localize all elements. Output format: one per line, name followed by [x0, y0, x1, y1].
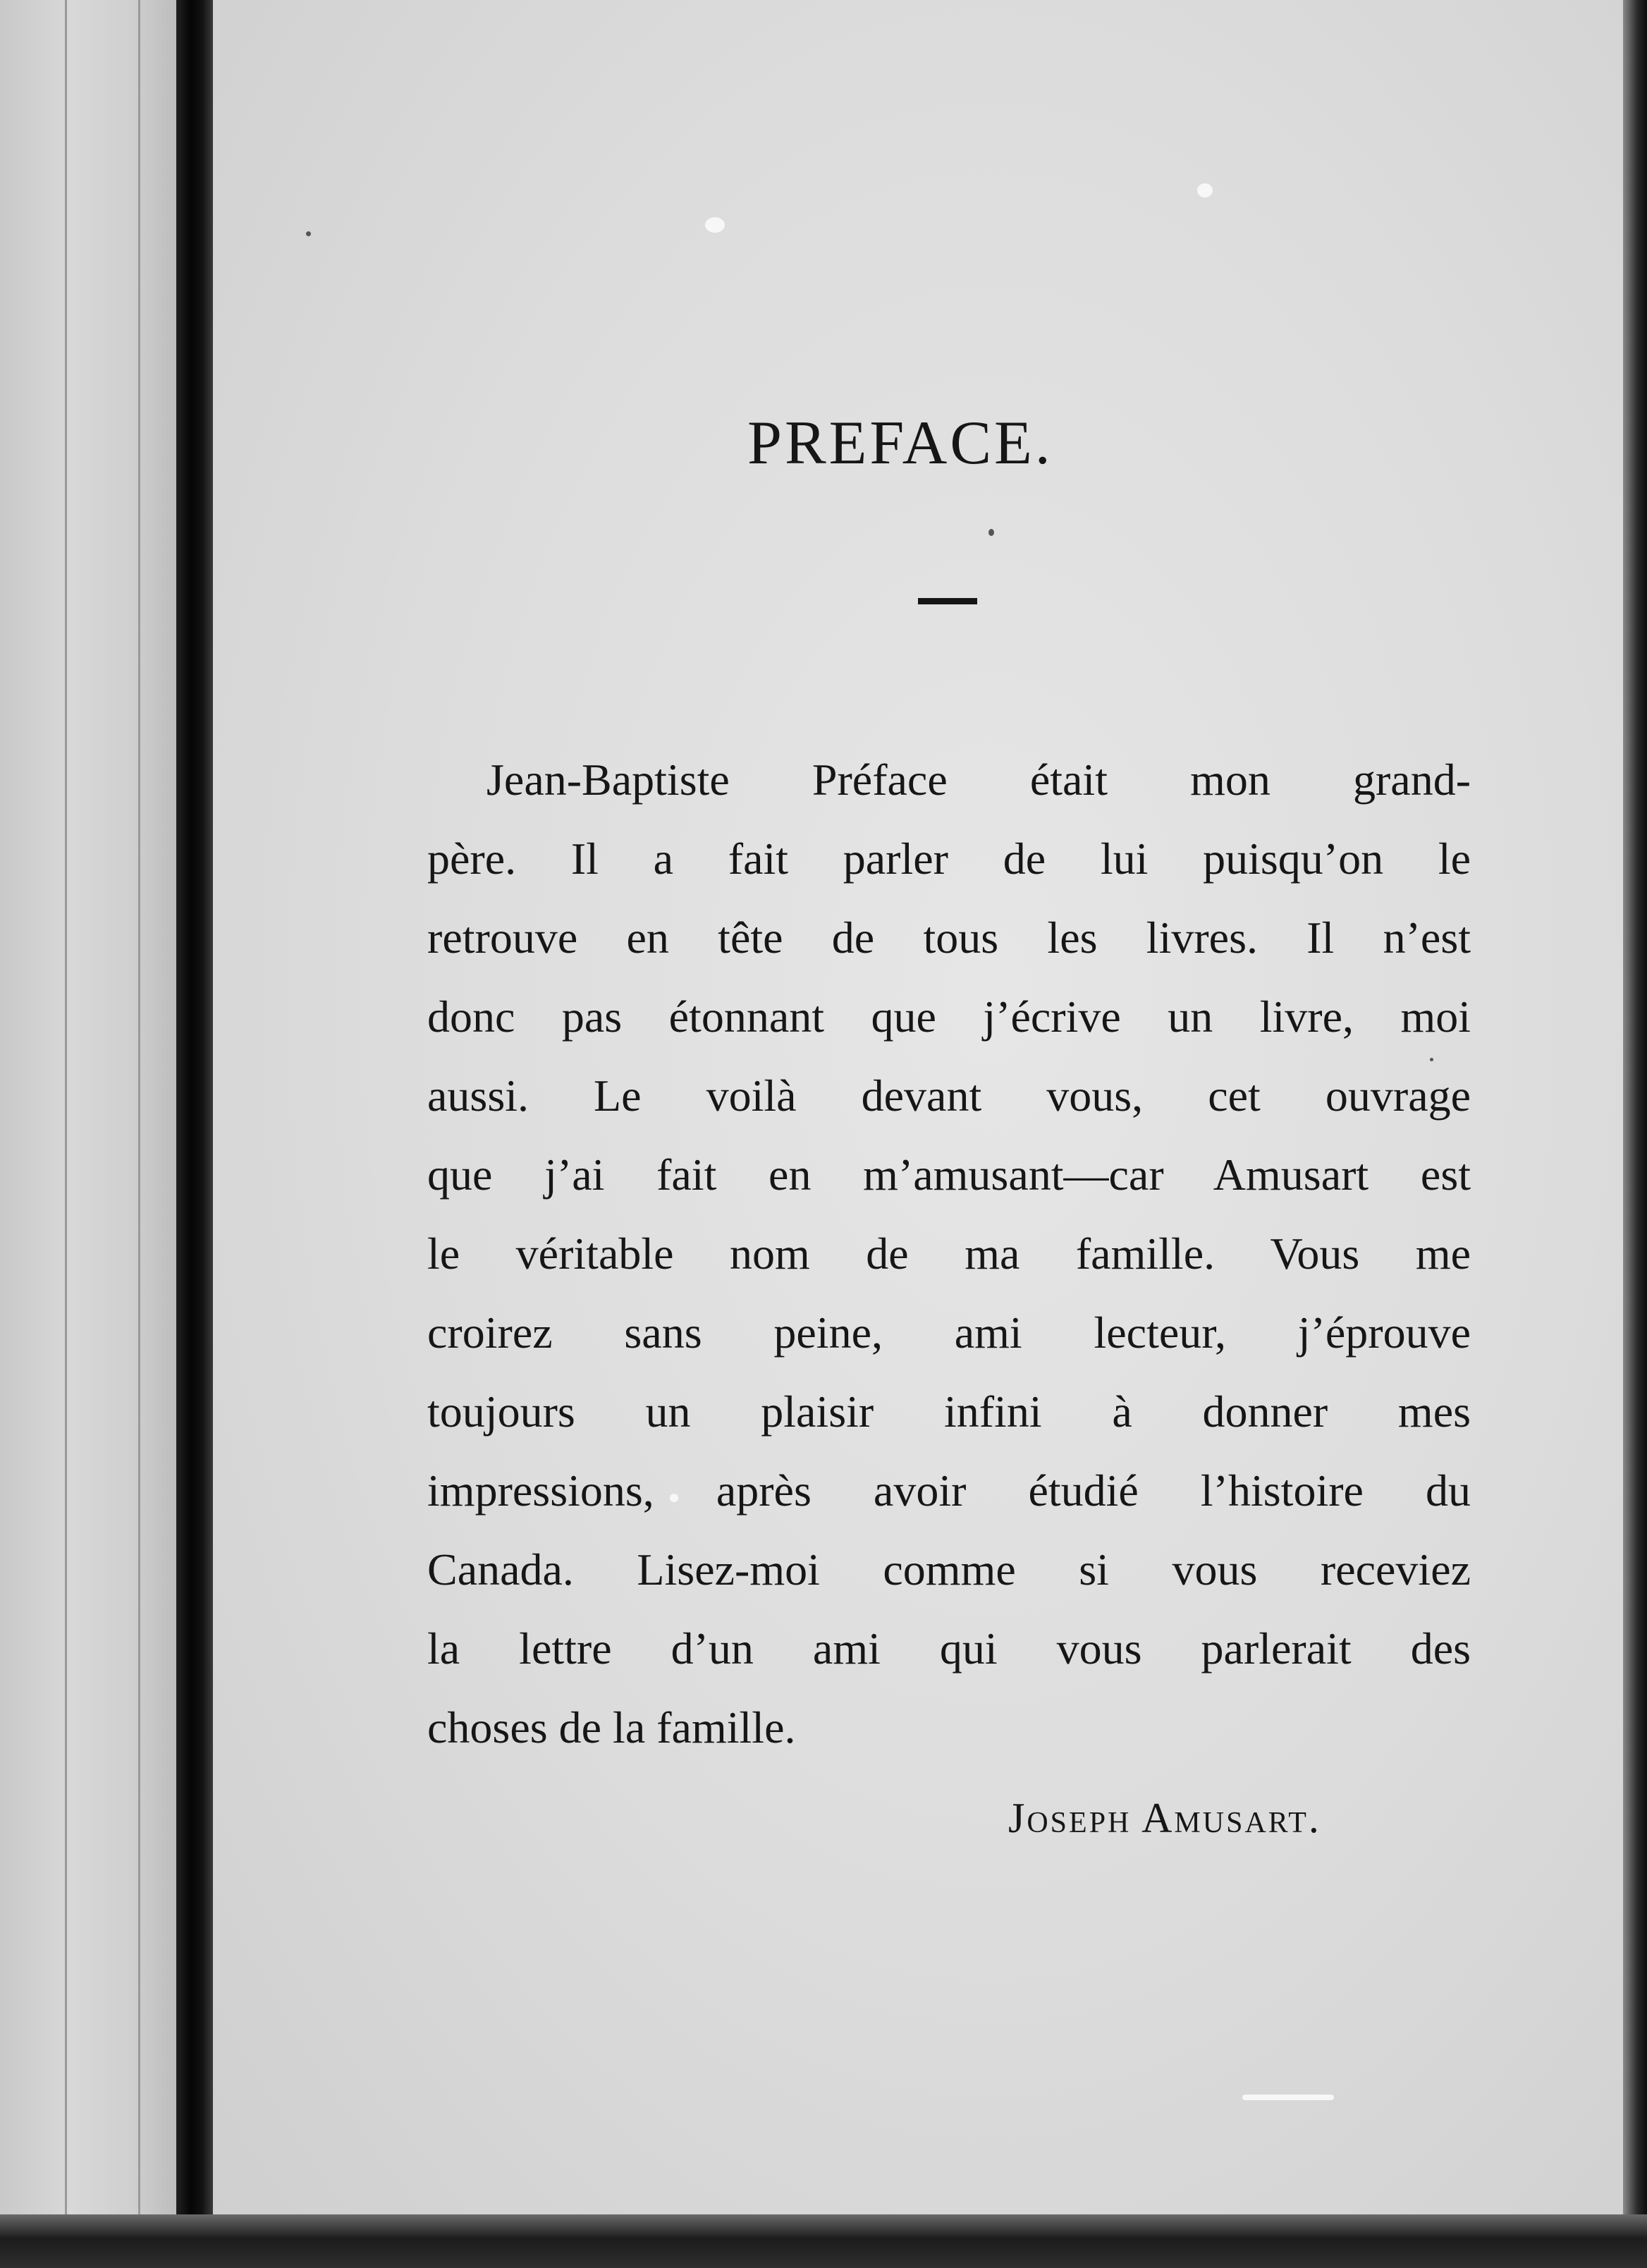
author-signature: Joseph Amusart.	[1008, 1795, 1321, 1841]
paragraph-line: aussi. Le voilà devant vous, cet ouvrage	[427, 1071, 1471, 1121]
page-title: PREFACE.	[747, 409, 1053, 477]
paragraph-line: choses de la famille.	[427, 1702, 796, 1752]
paragraph-line: retrouve en tête de tous les livres. Il n’est	[427, 913, 1471, 963]
paper-speck	[1242, 2095, 1334, 2100]
page-bottom-edge	[0, 2214, 1647, 2268]
paragraph-line: Canada. Lisez-moi comme si vous receviez	[427, 1544, 1471, 1595]
paragraph-line: père. Il a fait parler de lui puisqu’on le	[427, 834, 1471, 884]
title-rule	[918, 598, 977, 604]
page-crease	[65, 0, 67, 2268]
paragraph-line: donc pas étonnant que j’écrive un livre, moi	[427, 992, 1471, 1042]
paragraph-line: que j’ai fait en m’amusant—car Amusart est	[427, 1150, 1471, 1200]
paper-speck	[705, 217, 725, 233]
paragraph-line: la lettre d’un ami qui vous parlerait des	[427, 1623, 1471, 1673]
page-edge	[1623, 0, 1647, 2268]
paragraph-line: croirez sans peine, ami lecteur, j’éprouve	[427, 1307, 1471, 1358]
preface-paragraph	[427, 740, 1471, 1767]
paper-speck	[1197, 183, 1213, 197]
paper-blemish	[306, 231, 311, 236]
paragraph-line: Jean-Baptiste Préface était mon grand-	[486, 755, 1471, 805]
previous-page-strip	[0, 0, 176, 2268]
page-crease	[138, 0, 140, 2268]
paragraph-line: impressions, après avoir étudié l’histoire du	[427, 1465, 1471, 1516]
book-spine	[176, 0, 213, 2268]
paragraph-line: le véritable nom de ma famille. Vous me	[427, 1228, 1471, 1279]
paragraph-line: toujours un plaisir infini à donner mes	[427, 1386, 1471, 1437]
paper-blemish	[988, 529, 994, 536]
